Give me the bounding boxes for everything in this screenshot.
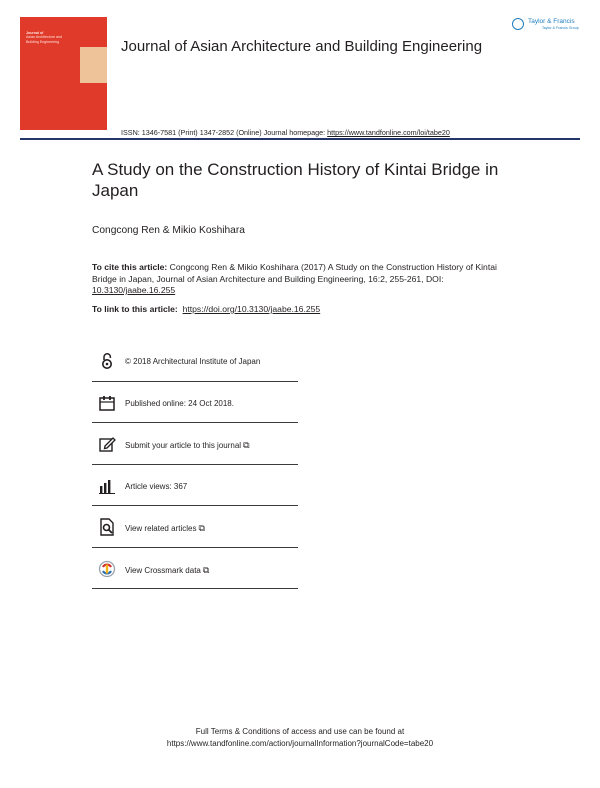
logo-ring-icon: [512, 18, 524, 30]
journal-title: Journal of Asian Architecture and Building Engineering: [121, 38, 483, 55]
copyright-row: [92, 340, 298, 382]
logo-name: Taylor & Francis: [528, 18, 575, 25]
external-link-icon: ⧉: [198, 523, 205, 533]
bar-chart-icon: [98, 477, 116, 495]
header-divider: [20, 138, 580, 140]
published-row: [92, 382, 298, 424]
info-panel: [92, 340, 298, 589]
views-row: [92, 465, 298, 507]
journal-homepage-link[interactable]: https://www.tandfonline.com/loi/tabe20: [327, 128, 450, 137]
citation-block: [92, 262, 512, 297]
journal-cover-thumbnail: [20, 17, 107, 130]
views-text: Article views: 367: [125, 481, 188, 491]
article-title: A Study on the Construction History of Kintai Bridge in Japan: [92, 160, 499, 200]
external-link-icon: ⧉: [243, 440, 250, 450]
calendar-icon: [98, 394, 116, 412]
edit-pencil-icon: [98, 435, 116, 453]
cover-band: [80, 47, 107, 83]
logo-tagline: Taylor & Francis Group: [542, 26, 579, 30]
related-link[interactable]: View related articles ⧉: [125, 523, 205, 533]
taylor-francis-logo: [512, 16, 582, 38]
crossmark-row[interactable]: [92, 548, 298, 590]
link-label: To link to this article:: [92, 304, 178, 314]
issn-line: [121, 128, 450, 137]
article-authors: Congcong Ren & Mikio Koshihara: [92, 225, 245, 236]
external-link-icon: ⧉: [202, 564, 210, 575]
footer: [0, 726, 600, 750]
footer-terms-text: Full Terms & Conditions of access and use can be found at: [195, 727, 405, 736]
cover-title: Journal of Asian Architecture and Building Engineering: [26, 31, 62, 44]
doi-link[interactable]: 10.3130/jaabe.16.255: [92, 285, 176, 296]
cite-label: To cite this article:: [92, 262, 168, 272]
article-url-link[interactable]: https://doi.org/10.3130/jaabe.16.255: [182, 304, 321, 314]
submit-row[interactable]: [92, 423, 298, 465]
footer-terms-link[interactable]: https://www.tandfonline.com/action/journalInformation?journalCode=tabe20: [166, 739, 434, 748]
open-access-lock-icon: [98, 352, 116, 370]
document-search-icon: [98, 518, 116, 536]
published-text: Published online: 24 Oct 2018.: [125, 398, 234, 408]
copyright-text: © 2018 Architectural Institute of Japan: [125, 357, 261, 366]
issn-text: ISSN: 1346-7581 (Print) 1347-2852 (Online) Journal homepage:: [121, 128, 328, 137]
related-row[interactable]: [92, 506, 298, 548]
crossmark-link[interactable]: View Crossmark data ⧉: [125, 564, 210, 575]
crossmark-icon: [98, 560, 116, 578]
submit-link[interactable]: Submit your article to this journal ⧉: [125, 440, 250, 450]
cite-text: Congcong Ren & Mikio Koshihara (2017) A Study on the Construction History of Kintai Bridge in Japan, Journal of Asian Architecture and Building Engineering, 16:2, 255-261, DOI:: [92, 262, 497, 284]
article-link-line: [92, 304, 320, 314]
